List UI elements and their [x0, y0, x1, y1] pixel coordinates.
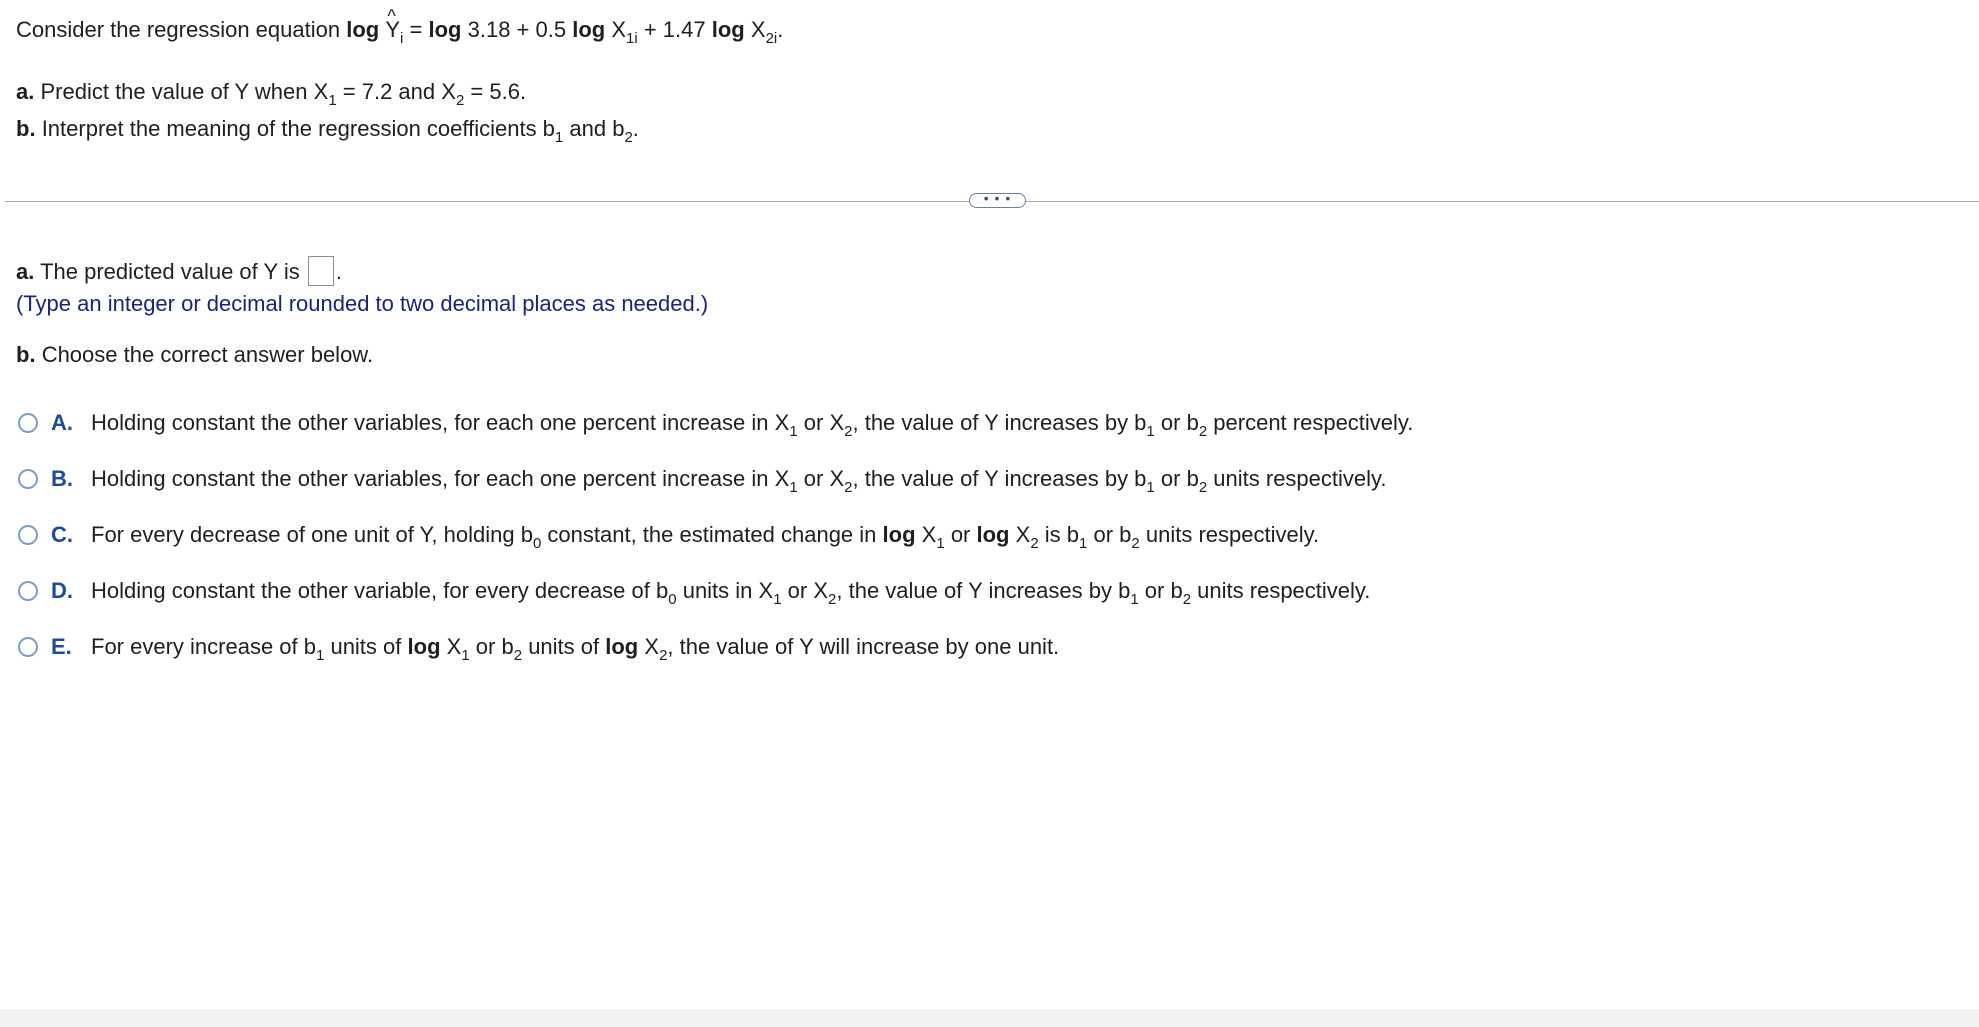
eq-const: 3.18 + 0.5: [467, 17, 567, 42]
option-part: or X: [803, 466, 845, 491]
option-part: Holding constant the other variables, for each one percent increase in X: [91, 410, 790, 435]
eq-log: log: [711, 17, 745, 42]
answer-part-a: [16, 258, 342, 288]
part-sub: 2: [624, 129, 633, 146]
answer-hint: (Type an integer or decimal rounded to two decimal places as needed.): [16, 291, 709, 316]
option-part: , the value of Y increases by b: [852, 466, 1147, 491]
option-sub: 2: [1182, 591, 1192, 608]
option-text: [91, 465, 1387, 496]
answer-input[interactable]: [308, 256, 334, 286]
option-e[interactable]: [18, 633, 1060, 664]
part-letter: a.: [16, 79, 35, 104]
option-part: units in X: [682, 578, 774, 603]
option-part: X: [446, 634, 462, 659]
eq-equals: =: [409, 17, 423, 42]
option-log: log: [605, 634, 639, 659]
option-part: units respectively.: [1145, 522, 1320, 547]
option-letter: D.: [51, 578, 73, 603]
eq-y-hat: ^ Y: [385, 16, 400, 44]
option-part: Holding constant the other variables, for each one percent increase in X: [91, 466, 790, 491]
option-letter: A.: [51, 410, 73, 435]
option-part: , the value of Y will increase by one unit.: [667, 634, 1060, 659]
part-text: .: [632, 116, 639, 141]
question-part-b: [16, 115, 639, 146]
option-sub: 1: [789, 479, 798, 496]
part-text: = 7.2 and X: [342, 79, 456, 104]
option-sub: 0: [532, 535, 542, 552]
option-sub: 1: [315, 647, 325, 664]
eq-log: log: [346, 17, 380, 42]
option-sub: 2: [844, 423, 853, 440]
option-part: is b: [1044, 522, 1080, 547]
option-part: units respectively.: [1213, 466, 1387, 491]
option-part: For every decrease of one unit of Y, holding b: [91, 522, 533, 547]
radio-icon[interactable]: [18, 525, 38, 545]
part-letter: b.: [16, 342, 36, 367]
answer-end: .: [335, 259, 343, 284]
part-letter: a.: [16, 259, 35, 284]
option-letter: B.: [51, 466, 73, 491]
eq-log: log: [572, 17, 606, 42]
radio-icon[interactable]: [18, 637, 38, 657]
option-part: , the value of Y increases by b: [836, 578, 1131, 603]
option-text: [91, 633, 1060, 664]
option-part: units of: [528, 634, 600, 659]
answer-a-text: The predicted value of Y is: [40, 259, 300, 284]
eq-sub: 1i: [626, 30, 638, 47]
radio-icon[interactable]: [18, 469, 38, 489]
part-text: and b: [569, 116, 625, 141]
option-part: or X: [803, 410, 845, 435]
option-sub: 2: [659, 647, 668, 664]
question-part-a: [16, 78, 527, 109]
eq-sub: 2i: [765, 30, 778, 47]
radio-icon[interactable]: [18, 413, 38, 433]
option-d[interactable]: [18, 577, 1371, 608]
part-text: Predict the value of Y when X: [40, 79, 329, 104]
option-part: or b: [1093, 522, 1132, 547]
option-sub: 2: [844, 479, 853, 496]
option-part: or b: [475, 634, 514, 659]
option-part: or b: [1160, 410, 1199, 435]
option-letter: C.: [51, 522, 73, 547]
answer-b-text: Choose the correct answer below.: [41, 342, 374, 367]
question-intro: Consider the regression equation: [16, 17, 341, 42]
eq-sub: i: [400, 30, 404, 47]
option-part: percent respectively.: [1213, 410, 1414, 435]
option-part: or b: [1160, 466, 1199, 491]
option-sub: 2: [1030, 535, 1039, 552]
footer-bar: [0, 1009, 1979, 1027]
option-text: [91, 521, 1320, 552]
option-part: Holding constant the other variable, for every decrease of b: [91, 578, 669, 603]
option-b[interactable]: [18, 465, 1387, 496]
part-text: Interpret the meaning of the regression coefficients b: [41, 116, 555, 141]
option-part: or b: [1144, 578, 1183, 603]
eq-log: log: [428, 17, 462, 42]
option-part: X: [1015, 522, 1031, 547]
option-c[interactable]: [18, 521, 1320, 552]
option-part: or: [950, 522, 971, 547]
option-sub: 2: [1131, 535, 1140, 552]
option-sub: 1: [461, 647, 470, 664]
option-sub: 1: [1130, 591, 1139, 608]
option-log: log: [407, 634, 441, 659]
radio-icon[interactable]: [18, 581, 38, 601]
question-equation: [16, 16, 784, 47]
eq-plus: + 1.47: [643, 17, 706, 42]
option-part: X: [921, 522, 937, 547]
answer-part-b: [16, 341, 373, 369]
option-sub: 0: [668, 591, 677, 608]
part-sub: 2: [455, 92, 465, 109]
option-log: log: [882, 522, 916, 547]
option-sub: 1: [1079, 535, 1088, 552]
option-sub: 2: [828, 591, 837, 608]
option-sub: 1: [1146, 479, 1155, 496]
option-part: X: [644, 634, 660, 659]
option-sub: 2: [1198, 479, 1208, 496]
option-part: units of: [330, 634, 402, 659]
option-part: units respectively.: [1197, 578, 1371, 603]
option-a[interactable]: [18, 409, 1414, 440]
eq-x2: X: [750, 17, 766, 42]
option-log: log: [976, 522, 1010, 547]
option-text: [91, 577, 1371, 608]
option-sub: 2: [513, 647, 523, 664]
option-letter: E.: [51, 634, 72, 659]
option-part: or X: [787, 578, 829, 603]
part-letter: b.: [16, 116, 36, 141]
option-sub: 1: [789, 423, 798, 440]
option-sub: 1: [773, 591, 782, 608]
part-sub: 1: [554, 129, 564, 146]
option-part: , the value of Y increases by b: [852, 410, 1147, 435]
option-sub: 2: [1198, 423, 1208, 440]
option-part: For every increase of b: [91, 634, 316, 659]
eq-x1: X: [611, 17, 627, 42]
option-part: constant, the estimated change in: [547, 522, 877, 547]
part-text: = 5.6.: [470, 79, 527, 104]
option-sub: 1: [1146, 423, 1155, 440]
part-sub: 1: [328, 92, 337, 109]
option-sub: 1: [936, 535, 945, 552]
more-button[interactable]: • • •: [969, 193, 1026, 208]
option-text: [91, 409, 1414, 440]
eq-end: .: [777, 17, 784, 42]
